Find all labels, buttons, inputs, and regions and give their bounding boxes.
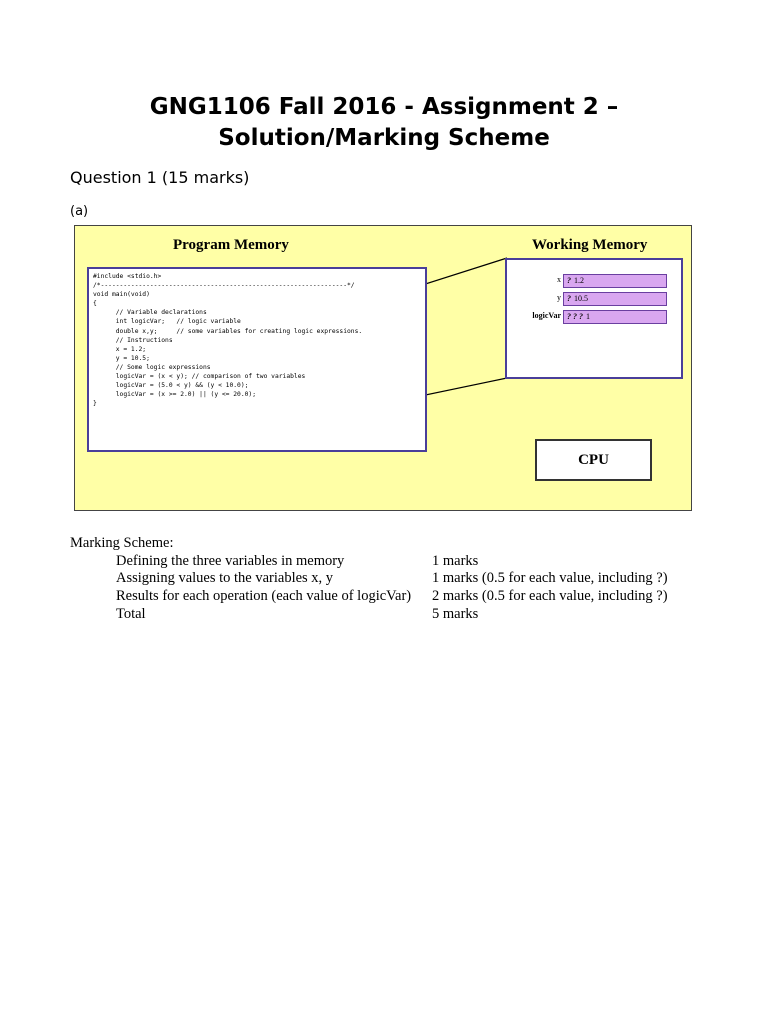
marking-points: 5 marks [432, 605, 479, 622]
code-line: x = 1.2; [93, 345, 147, 353]
code-line: int logicVar; // logic variable [93, 318, 241, 326]
question-heading: Question 1 (15 marks) [70, 168, 250, 187]
marking-row [70, 588, 710, 606]
marking-description: Assigning values to the variables x, y [116, 570, 334, 587]
marking-scheme-heading: Marking Scheme: [70, 535, 174, 551]
title-line-2: Solution/Marking Scheme [218, 125, 550, 151]
code-line: logicVar = (x >= 2.0) || (y <= 20.0); [93, 391, 257, 399]
marking-points: 1 marks (0.5 for each value, including ?) [432, 570, 668, 587]
code-line: logicVar = (5.0 < y) && (y < 10.0); [93, 382, 249, 390]
cpu-box: CPU [535, 439, 652, 481]
crossed-out-value: ? [567, 276, 571, 285]
code-line: { [93, 300, 97, 308]
program-memory-title: Program Memory [173, 237, 289, 253]
part-label: (a) [70, 204, 89, 219]
code-line: // Instructions [93, 336, 173, 344]
working-memory-title: Working Memory [532, 237, 648, 253]
marking-scheme [70, 535, 710, 623]
variable-name: logicVar [532, 311, 561, 320]
marking-points: 2 marks (0.5 for each value, including ?) [432, 588, 668, 605]
marking-row [70, 553, 710, 571]
document-title [0, 92, 768, 154]
marking-row [70, 606, 710, 624]
program-memory-box [87, 267, 427, 452]
variable-logicvar [507, 310, 681, 325]
variable-cell [563, 292, 667, 306]
variable-cell [563, 274, 667, 288]
code-line: /*-----------------------------------------------------------------*/ [93, 282, 355, 290]
code-line: double x,y; // some variables for creating logic expressions. [93, 327, 363, 335]
code-line: #include <stdio.h> [93, 273, 162, 280]
title-line-1: GNG1106 Fall 2016 - Assignment 2 – [149, 94, 619, 120]
code-line: logicVar = (x < y); // comparison of two variables [93, 373, 306, 381]
marking-description: Defining the three variables in memory [116, 552, 345, 569]
marking-row [70, 570, 710, 588]
marking-points: 1 marks [432, 552, 479, 569]
crossed-out-value: ? [567, 294, 571, 303]
variable-value: 1.2 [574, 276, 584, 285]
code-line: y = 10.5; [93, 354, 150, 362]
variable-cell [563, 310, 667, 324]
memory-diagram [74, 225, 692, 511]
working-memory-box [505, 258, 683, 379]
variable-name: x [557, 275, 561, 284]
crossed-out-value: ? ? ? [567, 312, 583, 321]
marking-description: Results for each operation (each value of logicVar) [116, 588, 412, 605]
code-line: } [93, 400, 97, 408]
variable-y [507, 292, 681, 307]
marking-description: Total [116, 605, 146, 622]
code-line: // Variable declarations [93, 309, 207, 317]
code-line: // Some logic expressions [93, 363, 211, 371]
variable-value: 10.5 [574, 294, 588, 303]
variable-name: y [557, 293, 561, 302]
code-line: void main(void) [93, 291, 150, 299]
variable-value: 1 [586, 312, 590, 321]
variable-x [507, 274, 681, 289]
